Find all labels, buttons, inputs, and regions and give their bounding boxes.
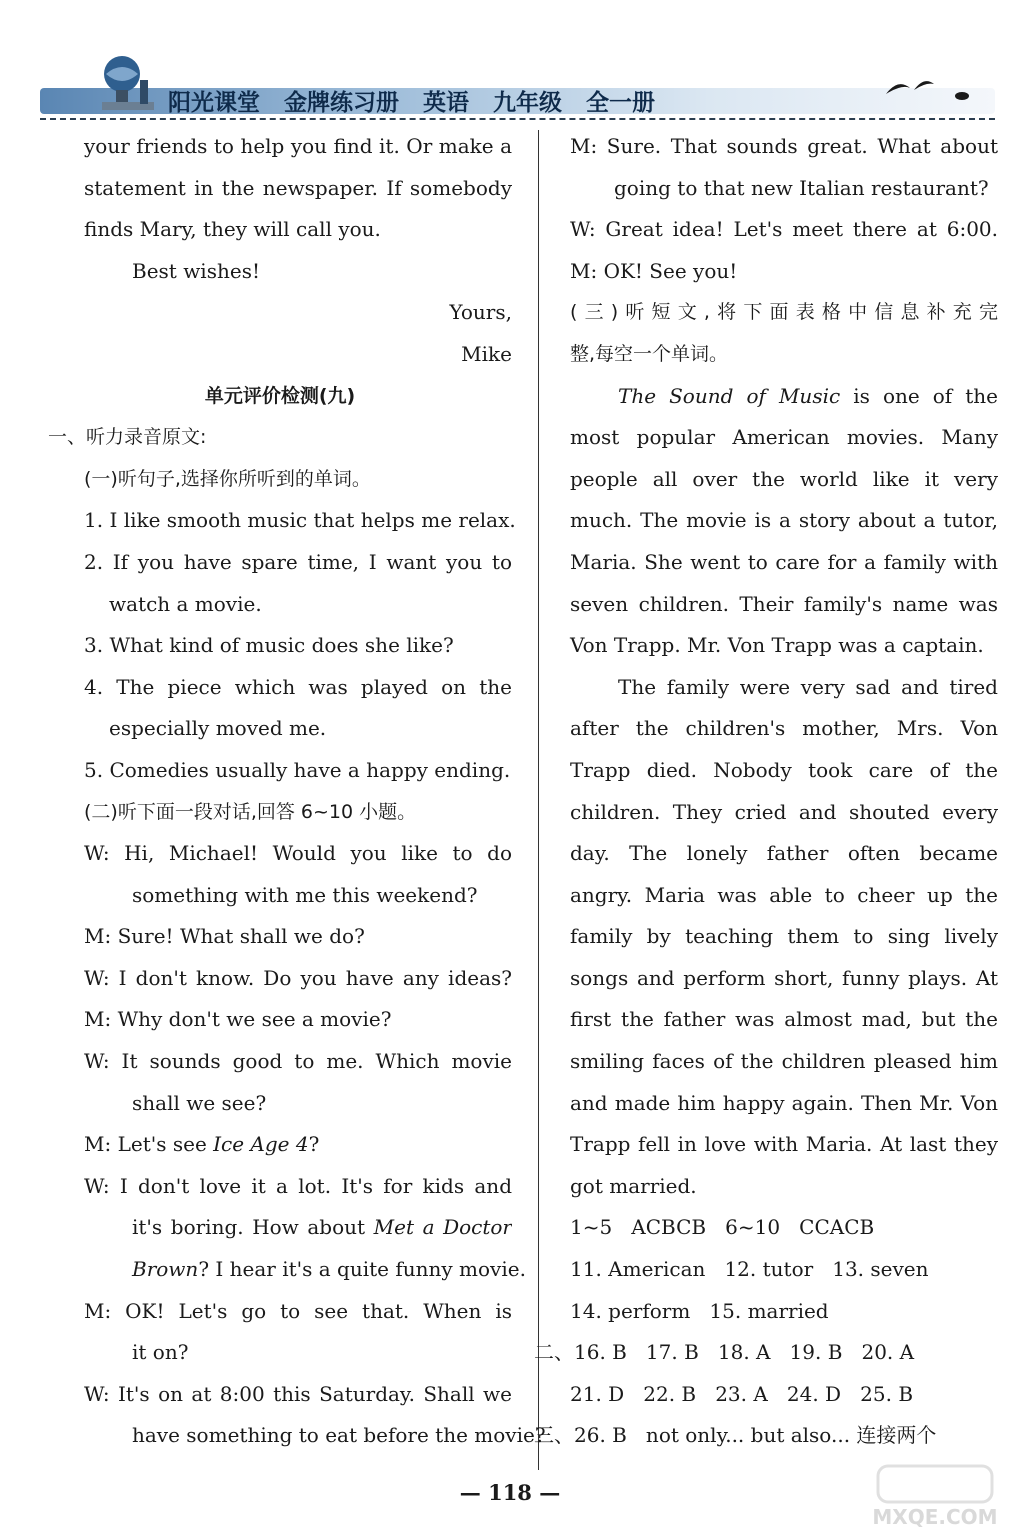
answer-line: 14. perform 15. married bbox=[570, 1298, 829, 1323]
dialogue-cont: have something to eat before the movie? bbox=[132, 1423, 546, 1448]
letter-closing: Best wishes! bbox=[132, 258, 260, 283]
passage-line: first the father was almost mad, but the bbox=[570, 1007, 998, 1032]
sentence-item: 3. What kind of music does she like? bbox=[84, 633, 454, 658]
subject-name: 英语 bbox=[423, 89, 469, 116]
letter-line: finds Mary, they will call you. bbox=[84, 217, 381, 242]
sentence-text: 4. The piece which was played on the bbox=[84, 674, 512, 699]
page-header bbox=[0, 0, 1021, 128]
series-name: 阳光课堂 bbox=[168, 89, 260, 116]
passage-text: is one of the bbox=[840, 383, 998, 408]
dialogue-text: ? bbox=[308, 1132, 320, 1157]
birds-icon bbox=[880, 70, 950, 102]
unit-title: 单元评价检测(九) bbox=[204, 384, 356, 407]
sentence-item-cont: watch a movie. bbox=[109, 591, 262, 616]
passage-line: Von Trapp. Mr. Von Trapp was a captain. bbox=[570, 633, 984, 658]
movie-title: The Sound of Music bbox=[618, 383, 841, 408]
page-number: — 118 — bbox=[459, 1480, 561, 1505]
passage-line: songs and perform short, funny plays. At bbox=[570, 965, 998, 990]
dialogue-cont bbox=[48, 1249, 526, 1291]
sentence-item bbox=[48, 667, 512, 709]
part-heading: (三)听短文,将下面表格中信息补充完 bbox=[570, 301, 998, 324]
answer-line: 二、16. B 17. B 18. A 19. B 20. A bbox=[534, 1340, 915, 1365]
answer-line: 11. American 12. tutor 13. seven bbox=[570, 1257, 929, 1282]
dialogue-line: W: I don't love it a lot. It's for kids and bbox=[84, 1173, 512, 1198]
passage-line: and made him happy again. Then Mr. Von bbox=[570, 1090, 998, 1115]
dialogue-emphasis: Brown bbox=[132, 1257, 199, 1282]
part-heading-cont: 整,每空一个单词。 bbox=[570, 342, 729, 365]
dialogue-text: it's boring. How about bbox=[132, 1215, 374, 1240]
header-title bbox=[168, 84, 655, 116]
dialogue-line: W: I don't know. Do you have any ideas? bbox=[84, 965, 512, 990]
sentence-item: 5. Comedies usually have a happy ending. bbox=[84, 757, 511, 782]
section-heading: 一、听力录音原文: bbox=[48, 426, 207, 449]
letter-signature: Mike bbox=[461, 341, 512, 366]
dialogue-line: W: Great idea! Let's meet there at 6:00. bbox=[570, 217, 998, 242]
part-heading: (一)听句子,选择你所听到的单词。 bbox=[84, 467, 371, 490]
globe-logo-icon bbox=[92, 50, 162, 114]
passage-line: got married. bbox=[570, 1173, 697, 1198]
dialogue-emphasis: Ice Age 4 bbox=[213, 1132, 309, 1157]
sentence-item-cont: especially moved me. bbox=[109, 716, 327, 741]
watermark-logo bbox=[860, 1462, 1010, 1532]
passage-line: day. The lonely father often became bbox=[570, 841, 998, 866]
left-column bbox=[48, 126, 546, 1457]
dialogue-cont: shall we see? bbox=[132, 1090, 267, 1115]
passage-line bbox=[570, 376, 998, 418]
dialogue-line: W: Hi, Michael! Would you like to do bbox=[84, 841, 512, 866]
answer-line: 21. D 22. B 23. A 24. D 25. B bbox=[570, 1381, 914, 1406]
answer-line: 1~5 ACBCB 6~10 CCACB bbox=[570, 1215, 875, 1240]
passage-line: people all over the world like it very bbox=[570, 466, 998, 491]
passage-line: smiling faces of the children pleased him bbox=[570, 1049, 998, 1074]
letter-line: your friends to help you find it. Or make a bbox=[84, 134, 512, 158]
book-name: 金牌练习册 bbox=[284, 89, 399, 116]
passage-line: Maria. She went to care for a family with bbox=[570, 549, 998, 574]
dialogue-line: M: Sure! What shall we do? bbox=[84, 924, 365, 949]
dialogue-text: ? I hear it's a quite funny movie. bbox=[198, 1257, 526, 1282]
dialogue-cont bbox=[48, 1207, 512, 1249]
passage-line: much. The movie is a story about a tutor, bbox=[570, 508, 998, 533]
dialogue-line: M: Sure. That sounds great. What about bbox=[570, 134, 998, 158]
dialogue-line: W: It's on at 8:00 this Saturday. Shall we bbox=[84, 1381, 512, 1406]
passage-line: after the children's mother, Mrs. Von bbox=[570, 716, 998, 741]
passage-line: family by teaching them to sing lively bbox=[570, 924, 998, 949]
right-column bbox=[534, 126, 998, 1457]
dialogue-line: M: OK! See you! bbox=[570, 258, 738, 283]
dialogue-line: M: Why don't we see a movie? bbox=[84, 1007, 392, 1032]
letter-line: statement in the newspaper. If somebody bbox=[84, 175, 512, 200]
passage-line: Trapp fell in love with Maria. At last they bbox=[570, 1132, 998, 1157]
part-heading: (二)听下面一段对话,回答 6~10 小题。 bbox=[84, 800, 417, 823]
header-dashed-rule bbox=[40, 118, 995, 120]
sentence-item: 2. If you have spare time, I want you to bbox=[84, 549, 512, 574]
passage-line: children. They cried and shouted every bbox=[570, 799, 998, 824]
passage-line: The family were very sad and tired bbox=[618, 674, 998, 699]
dialogue-cont: going to that new Italian restaurant? bbox=[614, 175, 989, 200]
dialogue-cont: something with me this weekend? bbox=[132, 882, 478, 907]
dialogue-line: M: OK! Let's go to see that. When is bbox=[84, 1298, 512, 1323]
passage-line: angry. Maria was able to cheer up the bbox=[570, 882, 998, 907]
volume-name: 全一册 bbox=[586, 89, 655, 116]
dialogue-line: W: It sounds good to me. Which movie bbox=[84, 1049, 512, 1074]
passage-line: most popular American movies. Many bbox=[570, 425, 998, 450]
dialogue-line bbox=[48, 1124, 512, 1166]
passage-line: Trapp died. Nobody took care of the bbox=[570, 757, 998, 782]
dialogue-text: M: Let's see bbox=[84, 1132, 214, 1157]
header-dot-icon bbox=[955, 92, 969, 100]
passage-line: seven children. Their family's name was bbox=[570, 591, 998, 616]
column-divider bbox=[538, 130, 539, 1470]
letter-yours: Yours, bbox=[449, 300, 512, 325]
dialogue-cont: it on? bbox=[132, 1340, 189, 1365]
grade-name: 九年级 bbox=[493, 89, 562, 116]
sentence-item: 1. I like smooth music that helps me relax. bbox=[84, 508, 516, 533]
answer-line: 三、26. B not only... but also... 连接两个 bbox=[534, 1423, 937, 1448]
watermark-text: MXQE.COM bbox=[872, 1505, 998, 1529]
dialogue-emphasis: Met a Doctor bbox=[373, 1215, 512, 1240]
